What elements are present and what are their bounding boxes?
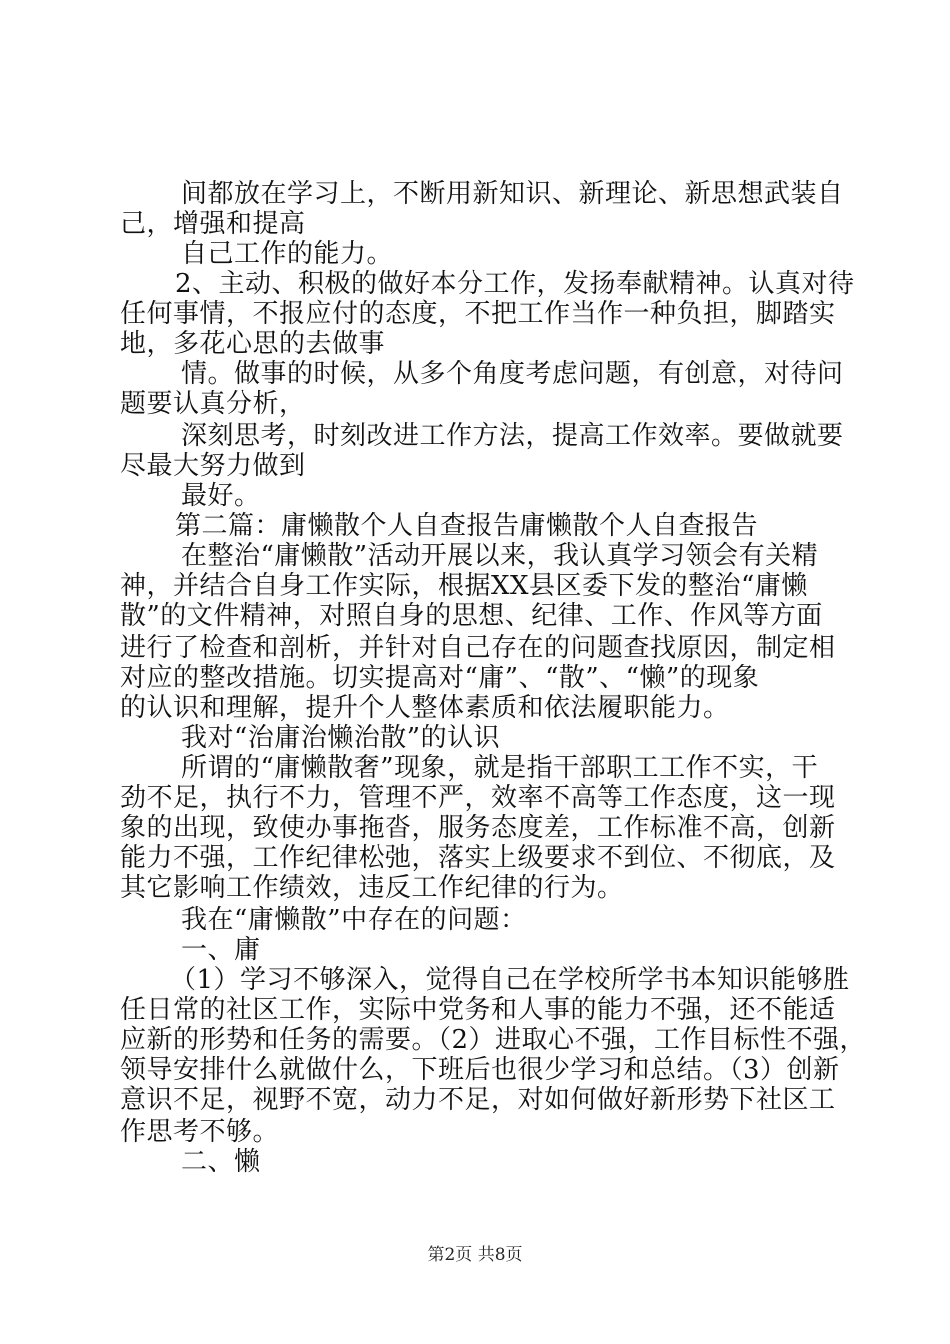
text-line: 能力不强，工作纪律松弛，落实上级要求不到位、不彻底，及: [120, 843, 836, 873]
text-line: 2、主动、积极的做好本分工作，发扬奉献精神。认真对待: [175, 269, 855, 299]
section-heading: 第二篇：庸懒散个人自查报告庸懒散个人自查报告: [175, 511, 759, 541]
text-line: 一、庸: [181, 935, 261, 965]
text-line: 对应的整改措施。切实提高对“庸”、“散”、“懒”的现象: [120, 663, 760, 693]
text-line: 任日常的社区工作，实际中党务和人事的能力不强，还不能适: [120, 995, 836, 1025]
text-line: 其它影响工作绩效，违反工作纪律的行为。: [120, 873, 624, 903]
text-line: 我在“庸懒散”中存在的问题：: [181, 905, 527, 935]
text-line: 深刻思考，时刻改进工作方法，提高工作效率。要做就要: [181, 421, 844, 451]
text-line: 进行了检查和剖析，并针对自己存在的问题查找原因，制定相: [120, 633, 836, 663]
text-line: 己，增强和提高: [120, 209, 306, 239]
text-line: （1）学习不够深入，觉得自己在学校所学书本知识能够胜: [170, 965, 850, 995]
text-line: 神，并结合自身工作实际，根据XX县区委下发的整治“庸懒: [120, 571, 808, 601]
text-line: 劲不足，执行不力，管理不严，效率不高等工作态度，这一现: [120, 783, 836, 813]
text-line: 尽最大努力做到: [120, 451, 306, 481]
text-line: 在整治“庸懒散”活动开展以来，我认真学习领会有关精: [181, 541, 819, 571]
text-line: 题要认真分析，: [120, 389, 306, 419]
text-line: 二、懒: [181, 1147, 261, 1177]
text-line: 象的出现，致使办事拖沓，服务态度差，工作标准不高，创新: [120, 813, 836, 843]
text-line: 地，多花心思的去做事: [120, 329, 386, 359]
text-line: 间都放在学习上，不断用新知识、新理论、新思想武装自: [181, 179, 844, 209]
text-line: 所谓的“庸懒散奢”现象，就是指干部职工工作不实，干: [181, 753, 819, 783]
text-line: 的认识和理解，提升个人整体素质和依法履职能力。: [120, 693, 730, 723]
text-line: 作思考不够。: [120, 1117, 280, 1147]
text-line: 情。做事的时候，从多个角度考虑问题，有创意，对待问: [181, 359, 844, 389]
text-line: 最好。: [181, 481, 261, 511]
text-line: 领导安排什么就做什么，下班后也很少学习和总结。（3）创新: [120, 1055, 840, 1085]
text-line: 意识不足，视野不宽，动力不足，对如何做好新形势下社区工: [120, 1085, 836, 1115]
text-line: 应新的形势和任务的需要。（2）进取心不强，工作目标性不强，: [120, 1025, 867, 1055]
text-line: 任何事情，不报应付的态度，不把工作当作一种负担，脚踏实: [120, 299, 836, 329]
text-line: 我对“治庸治懒治散”的认识: [181, 723, 501, 753]
page-number-footer: 第2页 共8页: [427, 1245, 523, 1265]
text-line: 自己工作的能力。: [181, 239, 394, 269]
text-line: 散”的文件精神，对照自身的思想、纪律、工作、作风等方面: [120, 601, 823, 631]
